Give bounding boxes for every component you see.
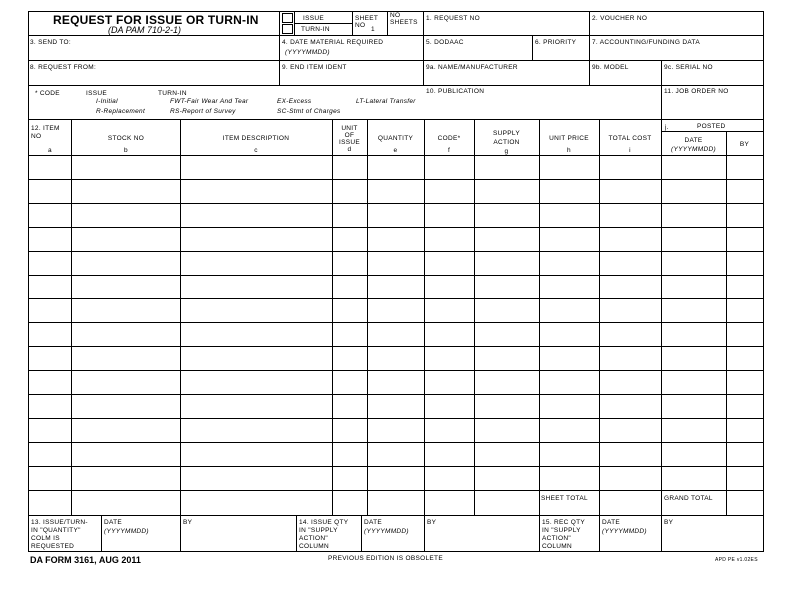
col-supply-action: SUPPLY ACTION g bbox=[493, 130, 520, 155]
no-sheets-label: NO SHEETS bbox=[390, 12, 418, 26]
table-row[interactable] bbox=[29, 156, 763, 179]
block-15-label: 15. REC QTY IN "SUPPLY ACTION" COLUMN bbox=[542, 519, 586, 550]
table-row[interactable] bbox=[29, 228, 763, 251]
table-row[interactable] bbox=[29, 299, 763, 322]
table-row-divider bbox=[28, 490, 763, 491]
footer-apd: APD PE v1.02ES bbox=[715, 557, 758, 563]
code-lt: LT-Lateral Transfer bbox=[356, 98, 416, 105]
table-row[interactable] bbox=[29, 204, 763, 227]
serial-label: 9c. SERIAL NO bbox=[664, 64, 713, 71]
code-sc: SC-Stmt of Charges bbox=[277, 108, 341, 115]
col-posted: POSTED bbox=[697, 123, 726, 130]
table-row[interactable] bbox=[29, 419, 763, 442]
frame-right bbox=[763, 11, 764, 552]
col-unit-of-issue: UNIT OF ISSUE d bbox=[338, 125, 360, 153]
table-row[interactable] bbox=[29, 180, 763, 203]
turnin-checkbox[interactable] bbox=[282, 24, 293, 34]
table-row[interactable] bbox=[29, 371, 763, 394]
sheet-no-label: SHEET NO bbox=[355, 15, 379, 29]
col-total-cost: TOTAL COST bbox=[608, 135, 652, 142]
model-label: 9b. MODEL bbox=[592, 64, 629, 71]
request-no-label: 1. REQUEST NO bbox=[426, 15, 480, 22]
col-posted-date: DATE bbox=[684, 137, 703, 144]
frame-bottom bbox=[28, 551, 764, 552]
table-row[interactable] bbox=[29, 443, 763, 466]
col-quantity: QUANTITY bbox=[377, 135, 414, 142]
block-15-date: DATE bbox=[602, 519, 621, 526]
col-stock-no: STOCK NO bbox=[107, 135, 145, 142]
code-title: * CODE bbox=[35, 90, 60, 97]
sheet-no-value[interactable]: 1 bbox=[371, 26, 375, 33]
form-subtitle: (DA PAM 710-2-1) bbox=[108, 25, 182, 35]
footer-form-number: DA FORM 3161, AUG 2011 bbox=[30, 555, 141, 565]
grand-total-label: GRAND TOTAL bbox=[664, 495, 713, 502]
block-14-label: 14. ISSUE QTY IN "SUPPLY ACTION" COLUMN bbox=[299, 519, 349, 550]
col-unit-price: UNIT PRICE bbox=[549, 135, 589, 142]
table-row[interactable] bbox=[29, 347, 763, 370]
job-order-label: 11. JOB ORDER NO bbox=[664, 88, 729, 95]
code-initial: I-Initial bbox=[96, 98, 118, 105]
footer-previous-edition: PREVIOUS EDITION IS OBSOLETE bbox=[328, 555, 443, 562]
publication-label: 10. PUBLICATION bbox=[426, 88, 485, 95]
block-15-by: BY bbox=[664, 519, 674, 526]
table-row[interactable] bbox=[29, 252, 763, 275]
turnin-label: TURN-IN bbox=[301, 26, 330, 33]
code-fwt: FWT-Fair Wear And Tear bbox=[170, 98, 249, 105]
col-item-desc: ITEM DESCRIPTION bbox=[222, 135, 290, 142]
sheet-total-label: SHEET TOTAL bbox=[541, 495, 588, 502]
issue-checkbox[interactable] bbox=[282, 13, 293, 23]
issue-label: ISSUE bbox=[303, 15, 325, 22]
name-mfr-label: 9a. NAME/MANUFACTURER bbox=[426, 64, 518, 71]
table-row[interactable] bbox=[29, 395, 763, 418]
table-row[interactable] bbox=[29, 276, 763, 299]
dodaac-label: 5. DODAAC bbox=[426, 39, 464, 46]
form-title: REQUEST FOR ISSUE OR TURN-IN bbox=[53, 13, 259, 27]
block-14-by: BY bbox=[427, 519, 437, 526]
block-13-by: BY bbox=[183, 519, 193, 526]
end-item-label: 9. END ITEM IDENT bbox=[282, 64, 347, 71]
col-code: CODE* bbox=[437, 135, 461, 142]
table-row[interactable] bbox=[29, 467, 763, 490]
block-13-label: 13. ISSUE/TURN- IN "QUANTITY" COLM IS REQUESTED bbox=[31, 519, 88, 550]
code-turnin-hdr: TURN-IN bbox=[158, 90, 187, 97]
date-required-label: 4. DATE MATERIAL REQUIRED bbox=[282, 39, 384, 46]
table-row[interactable] bbox=[29, 323, 763, 346]
col-posted-by: BY bbox=[739, 141, 750, 148]
code-ex: EX-Excess bbox=[277, 98, 312, 105]
accounting-label: 7. ACCOUNTING/FUNDING DATA bbox=[592, 39, 700, 46]
col-item-no: 12. ITEM bbox=[31, 125, 60, 132]
send-to-label: 3. SEND TO: bbox=[30, 39, 71, 46]
code-replacement: R-Replacement bbox=[96, 108, 146, 115]
code-rs: RS-Report of Survey bbox=[170, 108, 236, 115]
priority-label: 6. PRIORITY bbox=[535, 39, 577, 46]
block-13-date: DATE bbox=[104, 519, 123, 526]
code-issue-hdr: ISSUE bbox=[86, 90, 108, 97]
date-required-format: (YYYYMMDD) bbox=[285, 49, 330, 56]
voucher-no-label: 2. VOUCHER NO bbox=[592, 15, 648, 22]
request-from-label: 8. REQUEST FROM: bbox=[30, 64, 97, 71]
block-14-date: DATE bbox=[364, 519, 383, 526]
